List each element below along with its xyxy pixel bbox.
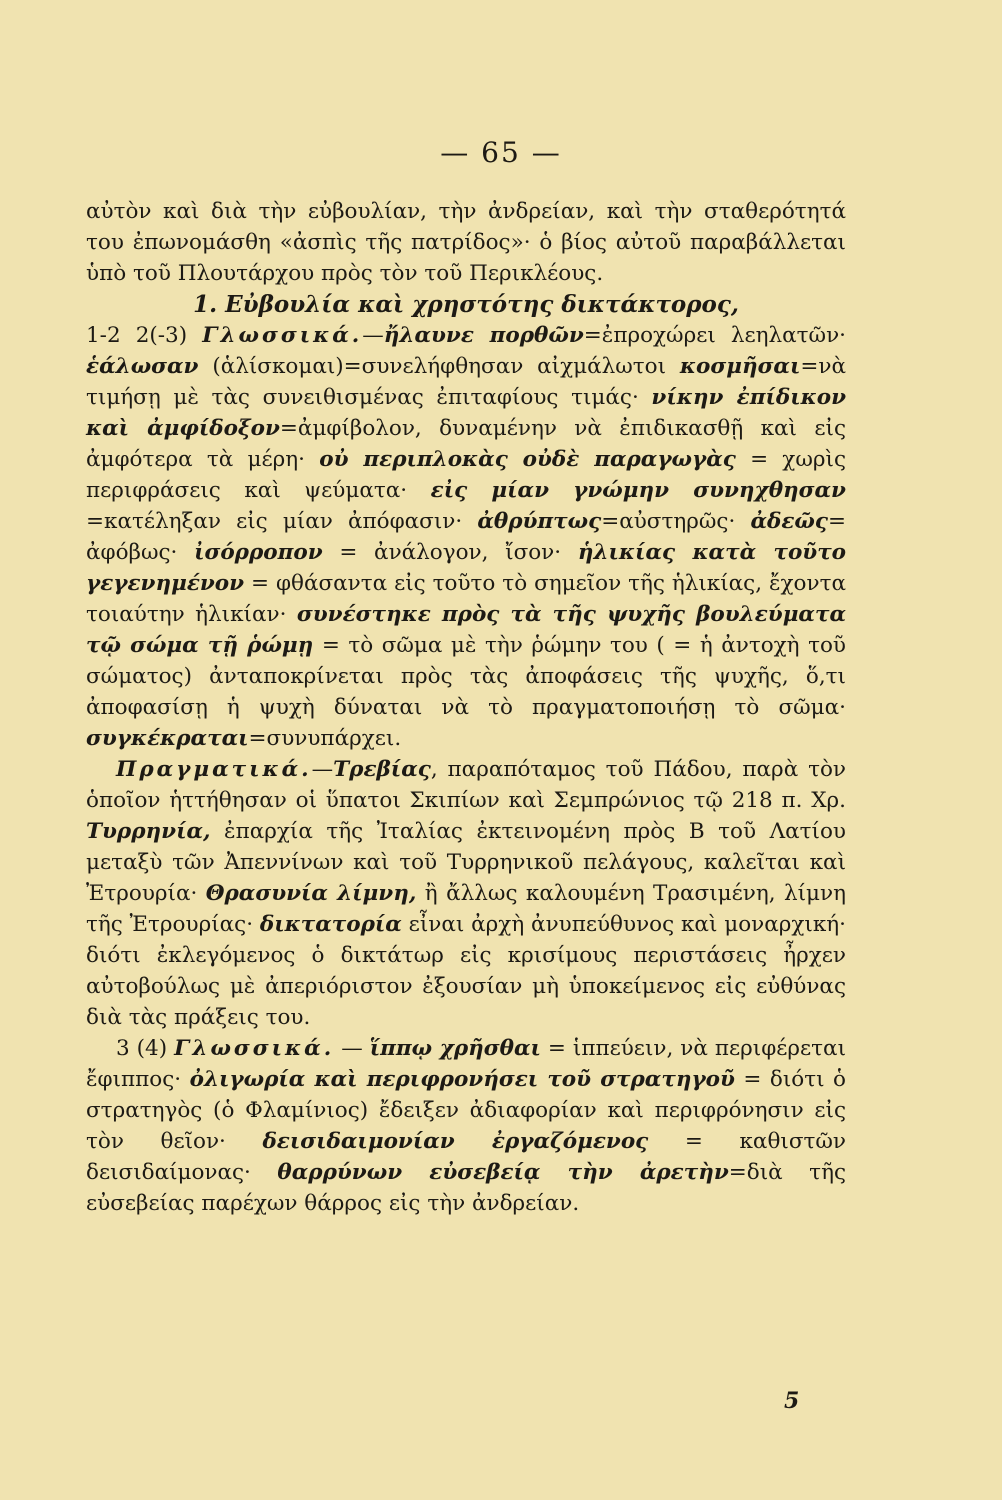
lemma: οὐ περιπλοκὰς οὐδὲ παραγωγὰς: [319, 447, 736, 472]
page-body: [86, 196, 846, 1219]
gloss-text: = διότι ὁ στρατηγὸς (ὁ Φλαμίνιος) ἔδειξεν ἀδιαφορίαν καὶ περιφρόνησιν εἰς τὸν θεῖον·: [86, 1067, 846, 1154]
lemma: ἵππῳ χρῆσθαι: [369, 1036, 541, 1061]
verse-reference: 1-2 2(-3): [86, 323, 203, 348]
page-number: — 65 —: [440, 136, 562, 169]
lemma: εἰς μίαν γνώμην συνηχθησαν: [430, 478, 846, 503]
paragraph-linguistic-1: [86, 320, 846, 754]
gloss-text: =κατέληξαν εἰς μίαν ἀπόφασιν·: [86, 509, 478, 534]
section-title: 1. Εὐβουλία καὶ χρηστότης δικτάκτορος,: [193, 291, 739, 318]
paragraph-factual: [86, 754, 846, 1033]
lemma: ἀδεῶς: [750, 509, 828, 534]
gloss-text: ἢ ἄλλως καλουμένη Τρασιμένη, λίμνη τῆς Ἐτρουρίας·: [86, 881, 846, 937]
lemma: Τρεβίας: [333, 757, 431, 782]
lemma: ἡλικίας κατὰ τοῦτο γεγενημένον: [86, 540, 847, 596]
gloss-text: = φθάσαντα εἰς τοῦτο τὸ σημεῖον τῆς ἡλικίας, ἔχοντα τοιαύτην ἡλικίαν·: [86, 571, 846, 627]
lemma: ἰσόρροπον: [194, 540, 323, 565]
lemma: Θρασυνία λίμνη,: [205, 881, 417, 906]
gloss-text: = χωρὶς περιφράσεις καὶ ψεύματα·: [86, 447, 846, 503]
gloss-text: —: [311, 757, 334, 782]
gloss-text: = καθιστῶν δεισιδαίμονας·: [86, 1129, 846, 1185]
gloss-text: =συνυπάρχει.: [248, 726, 402, 751]
verse-reference: 3 (4): [116, 1036, 175, 1061]
lemma: συνέστηκε πρὸς τὰ τῆς ψυχῆς βουλεύματα τῷ σώμα τῇ ῥώμῃ: [86, 602, 846, 658]
gloss-text: =διὰ τῆς εὐσεβείας παρέχων θάρρος εἰς τὴν ἀνδρείαν.: [86, 1160, 847, 1216]
gloss-text: =νὰ τιμήσῃ μὲ τὰς συνειθισμένας ἐπιταφίους τιμάς·: [86, 354, 846, 410]
gloss-text: = ἀνάλογον, ἴσον·: [322, 540, 578, 565]
gloss-text: =αὐστηρῶς·: [601, 509, 751, 534]
gloss-text: =ἀμφίβολον, δυναμένην νὰ ἐπιδικασθῇ καὶ εἰς ἀμφότερα τὰ μέρη·: [86, 416, 846, 472]
gloss-text: ἐπαρχία τῆς Ἰταλίας ἐκτεινομένη πρὸς Β τοῦ Λατίου μεταξὺ τῶν Ἀπεννίνων καὶ τοῦ Τυρρηνικοῦ πελάγους, καλεῖται καὶ Ἐτρουρία·: [86, 819, 846, 906]
gloss-text: (ἁλίσκομαι)=συνελήφθησαν αἰχμάλωτοι: [198, 354, 680, 379]
paragraph-linguistic-2: [86, 1033, 846, 1219]
intro-paragraph: αὐτὸν καὶ διὰ τὴν εὐβουλίαν, τὴν ἀνδρείαν, καὶ τὴν σταθερότητά του ἐπωνομάσθη «ἀσπὶς τῆς πατρίδος»· ὁ βίος αὐτοῦ παραβάλλεται ὑπὸ τοῦ Πλουτάρχου πρὸς τὸν τοῦ Περικλέους.: [86, 199, 846, 286]
lemma: Τυρρηνία,: [86, 819, 211, 844]
lemma: δεισιδαιμονίαν ἐργαζόμενος: [262, 1129, 649, 1154]
lemma: νίκην ἐπίδικον καὶ ἀμφίδοξον: [86, 385, 846, 441]
lemma: θαρρύνων εὐσεβείᾳ τὴν ἀρετὴν: [277, 1160, 729, 1185]
heading-linguistic: Γλωσσικά.: [174, 1036, 335, 1061]
lemma: συγκέκραται: [86, 726, 249, 751]
gloss-text: =ἐπροχώρει λεηλατῶν·: [583, 323, 846, 348]
gloss-text: , παραπόταμος τοῦ Πάδου, παρὰ τὸν ὁποῖον ἡττήθησαν οἱ ὕπατοι Σκιπίων καὶ Σεμπρώνιος τῷ 218 π. Χρ.: [86, 757, 846, 813]
gloss-text: —: [334, 1036, 370, 1061]
lemma: κοσμῆσαι: [679, 354, 801, 379]
gloss-text: = τὸ σῶμα μὲ τὴν ῥώμην του ( = ἡ ἀντοχὴ τοῦ σώματος) ἀνταποκρίνεται πρὸς τὰς ἀποφάσεις τῆς ψυχῆς, ὅ,τι ἀποφασίσῃ ἡ ψυχὴ δύναται νὰ τὸ πραγματοποιήσῃ τὸ σῶμα·: [86, 633, 846, 720]
lemma: ἤλαυνε πορθῶν: [383, 323, 584, 348]
signature-mark: 5: [784, 1388, 800, 1414]
lemma: δικτατορία: [259, 912, 402, 937]
heading-factual: Πραγματικά.: [116, 757, 312, 782]
lemma: ἑάλωσαν: [86, 354, 199, 379]
lemma: ἀθρύπτως: [477, 509, 602, 534]
gloss-text: = ἱππεύειν, νὰ περιφέρεται ἔφιππος·: [86, 1036, 847, 1092]
heading-linguistic: Γλωσσικά.: [202, 323, 363, 348]
lemma: ὀλιγωρία καὶ περιφρονήσει τοῦ στρατηγοῦ: [189, 1067, 735, 1092]
gloss-text: εἶναι ἀρχὴ ἀνυπεύθυνος καὶ μοναρχική· διότι ἐκλεγόμενος ὁ δικτάτωρ εἰς κρισίμους περιστάσεις ἦρχεν αὐτοβούλως μὲ ἀπεριόριστον ἐξουσίαν μὴ ὑποκείμενος εἰς εὐθύνας διὰ τὰς πράξεις του.: [86, 912, 846, 1030]
gloss-text: = ἀφόβως·: [86, 509, 847, 565]
gloss-text: —: [362, 323, 384, 348]
